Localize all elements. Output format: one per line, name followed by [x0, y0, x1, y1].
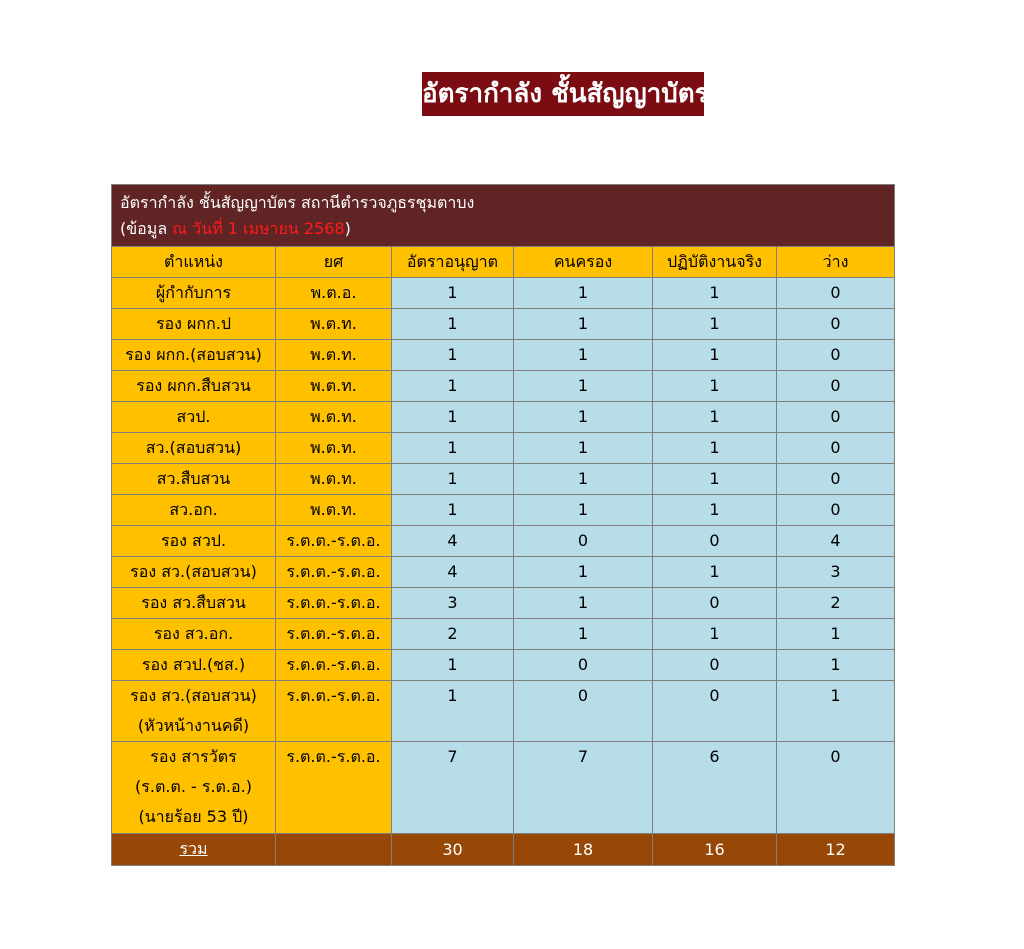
position-cell	[112, 278, 276, 309]
position-cell	[112, 433, 276, 464]
position-text: รอง สวป.	[160, 531, 227, 550]
held-cell: 1	[514, 402, 653, 433]
table-row	[112, 433, 895, 464]
position-text: รอง สว.(สอบสวน)	[130, 562, 257, 581]
table-row	[112, 650, 895, 681]
actual-cell: 1	[653, 495, 777, 526]
allowed-cell: 1	[392, 464, 514, 495]
vacant-cell: 3	[777, 557, 895, 588]
vacant-cell: 2	[777, 588, 895, 619]
rank-cell: ร.ต.ต.-ร.ต.อ.	[276, 681, 392, 742]
position-text: สว.อก.	[169, 500, 218, 519]
table-row	[112, 340, 895, 371]
allowed-cell: 4	[392, 557, 514, 588]
held-cell: 1	[514, 588, 653, 619]
vacant-cell: 0	[777, 742, 895, 834]
manpower-table	[111, 184, 895, 866]
table-row	[112, 464, 895, 495]
column-header-vacant: ว่าง	[777, 247, 895, 278]
position-cell	[112, 742, 276, 834]
total-held: 18	[514, 834, 653, 866]
allowed-cell: 3	[392, 588, 514, 619]
held-cell: 1	[514, 433, 653, 464]
vacant-cell: 0	[777, 278, 895, 309]
vacant-cell: 0	[777, 340, 895, 371]
allowed-cell: 1	[392, 650, 514, 681]
position-cell	[112, 557, 276, 588]
position-text: (นายร้อย 53 ปี)	[138, 807, 249, 826]
allowed-cell: 2	[392, 619, 514, 650]
page-title: อัตรากำลัง ชั้นสัญญาบัตร	[422, 72, 704, 116]
vacant-cell: 0	[777, 495, 895, 526]
rank-cell: ร.ต.ต.-ร.ต.อ.	[276, 742, 392, 834]
rank-cell: พ.ต.ท.	[276, 495, 392, 526]
actual-cell: 1	[653, 278, 777, 309]
allowed-cell: 4	[392, 526, 514, 557]
table-header-prefix: (ข้อมูล	[120, 218, 173, 238]
rank-cell: พ.ต.ท.	[276, 433, 392, 464]
position-text: (ร.ต.ต. - ร.ต.อ.)	[135, 777, 252, 796]
table-header-title: อัตรากำลัง ชั้นสัญญาบัตร สถานีตำรวจภูธรชุมตาบง	[120, 192, 475, 212]
column-header-allowed: อัตราอนุญาต	[392, 247, 514, 278]
allowed-cell: 1	[392, 681, 514, 742]
position-text: รอง ผกก.สืบสวน	[136, 376, 251, 395]
total-allowed: 30	[392, 834, 514, 866]
column-header-rank: ยศ	[276, 247, 392, 278]
vacant-cell: 0	[777, 464, 895, 495]
position-cell	[112, 371, 276, 402]
table-row	[112, 402, 895, 433]
total-row	[112, 834, 895, 866]
actual-cell: 0	[653, 526, 777, 557]
rank-cell: ร.ต.ต.-ร.ต.อ.	[276, 650, 392, 681]
rank-cell: พ.ต.ท.	[276, 402, 392, 433]
allowed-cell: 1	[392, 309, 514, 340]
held-cell: 0	[514, 650, 653, 681]
vacant-cell: 0	[777, 402, 895, 433]
rank-cell: ร.ต.ต.-ร.ต.อ.	[276, 588, 392, 619]
rank-cell: ร.ต.ต.-ร.ต.อ.	[276, 526, 392, 557]
held-cell: 0	[514, 681, 653, 742]
position-text: ผู้กำกับการ	[155, 283, 232, 302]
actual-cell: 0	[653, 650, 777, 681]
actual-cell: 0	[653, 588, 777, 619]
total-vacant: 12	[777, 834, 895, 866]
actual-cell: 1	[653, 371, 777, 402]
column-header-position: ตำแหน่ง	[112, 247, 276, 278]
allowed-cell: 1	[392, 371, 514, 402]
position-cell	[112, 464, 276, 495]
held-cell: 1	[514, 371, 653, 402]
table-row	[112, 557, 895, 588]
table-row	[112, 526, 895, 557]
position-cell	[112, 681, 276, 742]
column-header-actual: ปฏิบัติงานจริง	[653, 247, 777, 278]
column-header-held: คนครอง	[514, 247, 653, 278]
position-text: รอง ผกก.(สอบสวน)	[125, 345, 262, 364]
actual-cell: 1	[653, 402, 777, 433]
rank-cell: พ.ต.ท.	[276, 464, 392, 495]
rank-cell: ร.ต.ต.-ร.ต.อ.	[276, 557, 392, 588]
position-cell	[112, 619, 276, 650]
actual-cell: 0	[653, 681, 777, 742]
position-text: รอง สวป.(ชส.)	[141, 655, 246, 674]
table-row	[112, 278, 895, 309]
held-cell: 1	[514, 309, 653, 340]
rank-cell: พ.ต.ท.	[276, 340, 392, 371]
vacant-cell: 0	[777, 309, 895, 340]
allowed-cell: 1	[392, 340, 514, 371]
rank-cell: พ.ต.อ.	[276, 278, 392, 309]
held-cell: 1	[514, 340, 653, 371]
table-row	[112, 588, 895, 619]
rank-cell: ร.ต.ต.-ร.ต.อ.	[276, 619, 392, 650]
actual-cell: 1	[653, 557, 777, 588]
actual-cell: 1	[653, 464, 777, 495]
total-label: รวม	[112, 834, 276, 866]
position-text: สวป.	[176, 407, 211, 426]
column-header-row	[112, 247, 895, 278]
table-row	[112, 742, 895, 834]
held-cell: 0	[514, 526, 653, 557]
position-cell	[112, 650, 276, 681]
position-text: (หัวหน้างานคดี)	[137, 716, 250, 735]
vacant-cell: 0	[777, 371, 895, 402]
allowed-cell: 1	[392, 278, 514, 309]
held-cell: 7	[514, 742, 653, 834]
held-cell: 1	[514, 464, 653, 495]
allowed-cell: 1	[392, 433, 514, 464]
table-row	[112, 681, 895, 742]
actual-cell: 6	[653, 742, 777, 834]
position-text: รอง สารวัตร	[150, 747, 237, 766]
actual-cell: 1	[653, 309, 777, 340]
held-cell: 1	[514, 495, 653, 526]
position-cell	[112, 526, 276, 557]
position-cell	[112, 309, 276, 340]
allowed-cell: 7	[392, 742, 514, 834]
held-cell: 1	[514, 278, 653, 309]
vacant-cell: 1	[777, 650, 895, 681]
vacant-cell: 0	[777, 433, 895, 464]
vacant-cell: 1	[777, 619, 895, 650]
position-text: รอง ผกก.ป	[155, 314, 232, 333]
total-actual: 16	[653, 834, 777, 866]
position-text: รอง สว.อก.	[153, 624, 234, 643]
held-cell: 1	[514, 619, 653, 650]
vacant-cell: 4	[777, 526, 895, 557]
table-row	[112, 619, 895, 650]
actual-cell: 1	[653, 340, 777, 371]
position-cell	[112, 588, 276, 619]
position-text: รอง สว.สืบสวน	[141, 593, 246, 612]
position-cell	[112, 402, 276, 433]
table-header-date: ณ วันที่ 1 เมษายน 2568	[172, 218, 345, 238]
table-header-suffix: )	[344, 218, 351, 238]
total-rank	[276, 834, 392, 866]
held-cell: 1	[514, 557, 653, 588]
rank-cell: พ.ต.ท.	[276, 371, 392, 402]
actual-cell: 1	[653, 619, 777, 650]
position-cell	[112, 495, 276, 526]
table-header-row	[112, 185, 895, 247]
actual-cell: 1	[653, 433, 777, 464]
position-text: สว.สืบสวน	[156, 469, 231, 488]
table-row	[112, 309, 895, 340]
allowed-cell: 1	[392, 495, 514, 526]
allowed-cell: 1	[392, 402, 514, 433]
table-row	[112, 371, 895, 402]
table-row	[112, 495, 895, 526]
table-header	[112, 185, 895, 247]
position-text: รอง สว.(สอบสวน)	[130, 686, 257, 705]
vacant-cell: 1	[777, 681, 895, 742]
rank-cell: พ.ต.ท.	[276, 309, 392, 340]
position-cell	[112, 340, 276, 371]
position-text: สว.(สอบสวน)	[145, 438, 242, 457]
